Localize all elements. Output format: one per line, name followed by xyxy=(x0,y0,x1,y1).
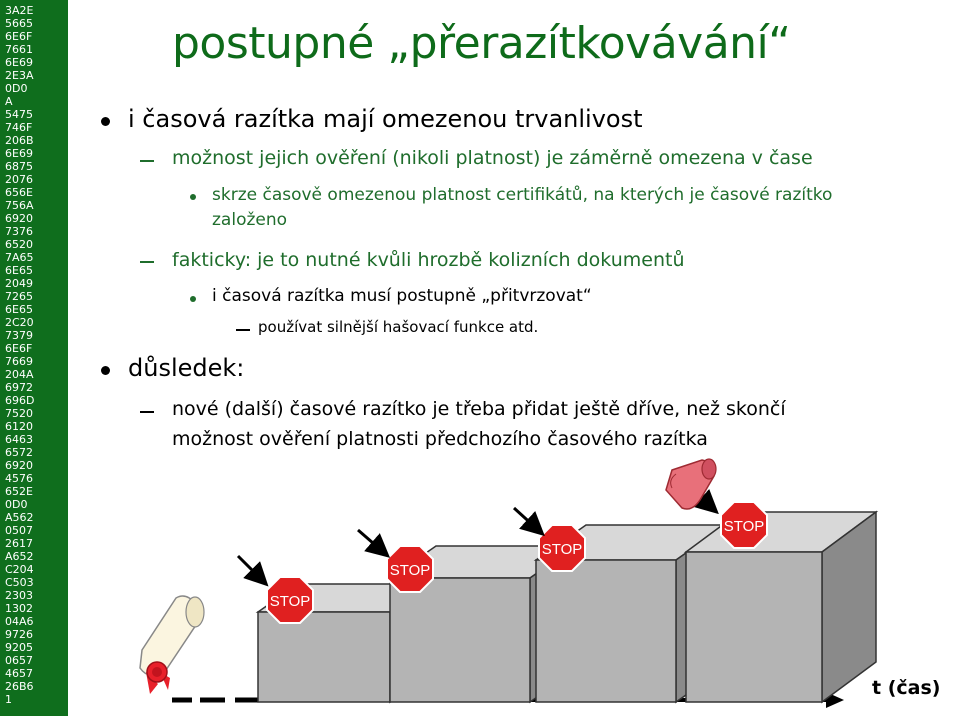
subsub-text-certificates-line1: skrze časově omezenou platnost certifikátů, na kterých je časové razítko xyxy=(212,185,833,205)
pointer-arrow-3 xyxy=(514,508,536,528)
sidebar-hex-code: 0507 xyxy=(5,524,33,537)
sidebar-hex-code: 5665 xyxy=(5,17,33,30)
sidebar-hex-code: 6E69 xyxy=(5,147,33,160)
svg-text:STOP: STOP xyxy=(269,593,311,610)
sidebar-hex-code: 9726 xyxy=(5,628,33,641)
stamped-scroll-icon xyxy=(666,459,716,509)
sidebar-hex-code: 2E3A xyxy=(5,69,34,82)
sidebar-hex-code: 6920 xyxy=(5,459,33,472)
sidebar-hex-code: 7661 xyxy=(5,43,33,56)
sidebar-hex-code: 7A65 xyxy=(5,251,34,264)
sidebar-hex-code: 4657 xyxy=(5,667,33,680)
stop-sign-1 xyxy=(267,577,313,623)
sidebar-hex-code: 2303 xyxy=(5,589,33,602)
sidebar-hex-code: 206B xyxy=(5,134,34,147)
sidebar-hex-code: 1 xyxy=(5,693,12,706)
sidebar-hex-code: 1302 xyxy=(5,602,33,615)
subbullet-text-new-stamp-line1: nové (další) časové razítko je třeba přidat ještě dříve, než skončí xyxy=(172,398,786,420)
stop-sign-2 xyxy=(387,546,433,592)
svg-text:STOP: STOP xyxy=(541,541,583,558)
subbullet-text-new-stamp-line2: možnost ověření platnosti předchozího časového razítka xyxy=(172,428,708,450)
sidebar-hex-code: 6972 xyxy=(5,381,33,394)
sidebar-hex-code: 9205 xyxy=(5,641,33,654)
svg-text:STOP: STOP xyxy=(723,518,765,535)
sidebar-hex-code: 746F xyxy=(5,121,33,134)
sidebar-hex-code: 2076 xyxy=(5,173,33,186)
sidebar-hex-code: 7669 xyxy=(5,355,33,368)
sidebar-hex-code: 652E xyxy=(5,485,33,498)
timeline-label: t (čas) xyxy=(872,677,941,699)
sidebar-hex-code: 26B6 xyxy=(5,680,34,693)
sidebar-hex-code: 2049 xyxy=(5,277,33,290)
bullet-text-consequence: důsledek: xyxy=(128,354,245,382)
sidebar-hex-code: 6875 xyxy=(5,160,33,173)
bullet-text-shelf-life: i časová razítka mají omezenou trvanlivost xyxy=(128,105,643,133)
sidebar-hex-code: 6120 xyxy=(5,420,33,433)
sidebar-hex-code: 0D0 xyxy=(5,82,28,95)
sidebar-hex-code: 204A xyxy=(5,368,34,381)
sidebar-hex-code: 4576 xyxy=(5,472,33,485)
sidebar-hex-code: 6572 xyxy=(5,446,33,459)
sidebar-hex-code: 5475 xyxy=(5,108,33,121)
sidebar-hex-code: 6E69 xyxy=(5,56,33,69)
sidebar-hex-code: 656E xyxy=(5,186,33,199)
subbullet-text-verification: možnost jejich ověření (nikoli platnost) je záměrně omezena v čase xyxy=(172,147,813,169)
sidebar-hex-code: 0D0 xyxy=(5,498,28,511)
sidebar-hex-code: A562 xyxy=(5,511,34,524)
box-4 xyxy=(686,512,876,702)
sidebar-hex-code: 6520 xyxy=(5,238,33,251)
subbullet-text-collisions: fakticky: je to nutné kvůli hrozbě kolizních dokumentů xyxy=(172,249,685,271)
stop-sign-3 xyxy=(539,525,585,571)
sidebar-hex-code: 6920 xyxy=(5,212,33,225)
sidebar-hex-code: 6463 xyxy=(5,433,33,446)
sidebar-hex-code: 7265 xyxy=(5,290,33,303)
sidebar-hex-code: 3A2E xyxy=(5,4,34,17)
sidebar-hex-code: C503 xyxy=(5,576,34,589)
sidebar-hex-code: 7520 xyxy=(5,407,33,420)
pointer-arrow-1 xyxy=(238,556,260,578)
pointer-arrow-2 xyxy=(358,530,381,550)
sidebar-hex-code: 2C20 xyxy=(5,316,34,329)
sidebar-hex-code: 696D xyxy=(5,394,35,407)
sidebar-hex-code: 6E65 xyxy=(5,264,33,277)
stop-sign-4 xyxy=(721,502,767,548)
sidebar-hex-code: 2617 xyxy=(5,537,33,550)
level4-text-hash: používat silnější hašovací funkce atd. xyxy=(258,318,539,336)
sidebar-hex-code: 0657 xyxy=(5,654,33,667)
certificate-scroll-icon xyxy=(140,596,204,694)
sidebar-hex-code: 6E6F xyxy=(5,30,33,43)
sidebar-hex-code: A652 xyxy=(5,550,34,563)
subsub-text-harden: i časová razítka musí postupně „přitvrzovat“ xyxy=(212,286,592,306)
sidebar-hex-code: 04A6 xyxy=(5,615,34,628)
svg-text:STOP: STOP xyxy=(389,562,431,579)
slide-title: postupné „přerazítkovávání“ xyxy=(172,18,791,69)
sidebar-hex-code: 7376 xyxy=(5,225,33,238)
subsub-text-certificates-line2: založeno xyxy=(212,210,288,230)
sidebar-hex-code: A xyxy=(5,95,13,108)
sidebar-hex-code: C204 xyxy=(5,563,34,576)
sidebar-hex-code: 756A xyxy=(5,199,34,212)
sidebar-hex-code: 6E6F xyxy=(5,342,33,355)
sidebar-hex-code: 6E65 xyxy=(5,303,33,316)
sidebar-hex-code: 7379 xyxy=(5,329,33,342)
